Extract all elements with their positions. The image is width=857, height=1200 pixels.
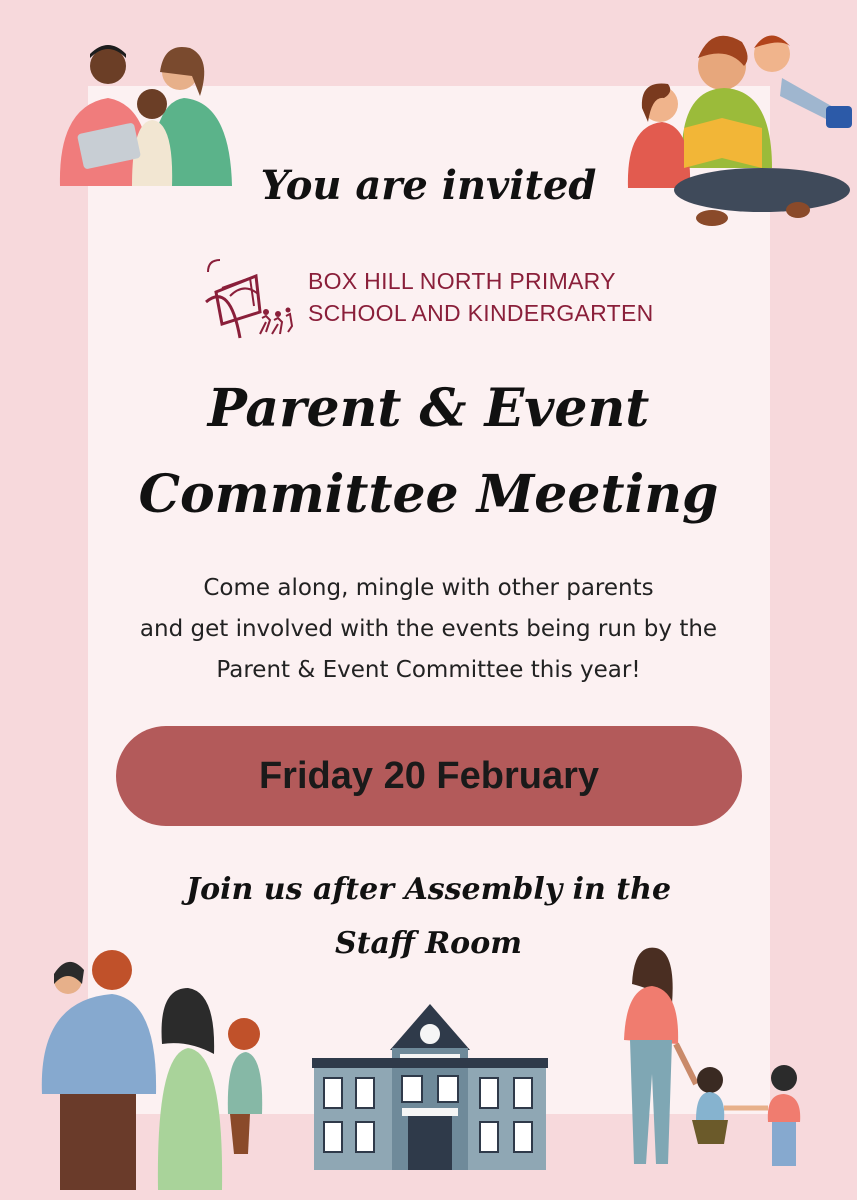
date-banner	[116, 726, 742, 826]
mother-children-illustration	[612, 944, 832, 1176]
location-line1: Join us after Assembly in the	[185, 872, 672, 907]
school-logo	[200, 252, 660, 342]
date-label: Friday 20 February	[258, 754, 600, 797]
description-line3: Parent & Event Committee this year!	[216, 657, 641, 683]
school-building-illustration	[310, 1000, 550, 1170]
invite-heading: You are invited	[260, 162, 597, 209]
title-line2: Committee Meeting	[138, 464, 719, 525]
description-line2: and get involved with the events being run by the	[139, 616, 718, 642]
title-line1: Parent & Event	[207, 378, 650, 439]
location-line2: Staff Room	[335, 926, 522, 961]
family-walking-illustration	[38, 944, 270, 1190]
school-emblem-icon	[200, 252, 300, 342]
school-name-line1: BOX HILL NORTH PRIMARY	[308, 268, 616, 294]
school-name-line2: SCHOOL AND KINDERGARTEN	[308, 300, 654, 326]
description-line1: Come along, mingle with other parents	[203, 575, 654, 601]
